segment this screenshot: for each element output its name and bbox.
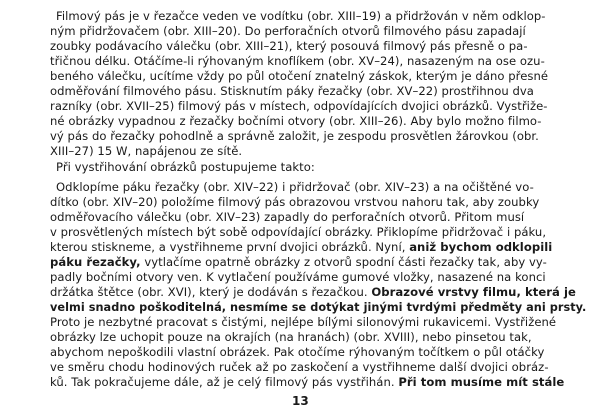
text-line: [50, 255, 547, 270]
text-line: vý pás do řezačky pohodlně a správně založit, je zespodu prosvětlen žárovkou (obr.: [50, 129, 539, 143]
text-line: Filmový pás je v řezačce veden ve vodítku (obr. XIII–19) a přidržován v něm odklop-: [56, 9, 546, 23]
text-line: [50, 285, 576, 300]
text-line: v prosvětlených místech být sobě odpovídající obrázky. Přiklopíme přidržovač i páku,: [50, 225, 547, 239]
text-line: [50, 375, 564, 390]
text-line: Při vystřihování obrázků postupujeme takto:: [56, 160, 315, 174]
text-line: třičnou délku. Otáčíme-li rýhovaným knoflíkem (obr. XV–24), nasazeným na ose ozu-: [50, 54, 545, 68]
text-line: odměřovacího válečku (obr. XIV–23) zapadly do perforačních otvorů. Přitom musí: [50, 210, 525, 224]
text-line: Odklopíme páku řezačky (obr. XIV–22) i přidržovač (obr. XIV–23) a na očištěné vo-: [56, 180, 534, 194]
text-line: dítko (obr. XIV–20) položíme filmový pás obrazovou vrstvou nahoru tak, aby zoubky: [50, 195, 540, 209]
emphasis-text: velmi snadno poškoditelná, nesmíme se dotýkat jinými tvrdými předměty ani prsty.: [50, 300, 587, 314]
text-line: padly bočními otvory ven. K vytlačení používáme gumové vložky, nasazené na konci: [50, 270, 546, 284]
text-line: XIII–27) 15 W, napájenou ze sítě.: [50, 144, 243, 158]
text-line: odměřování filmového pásu. Stisknutím páky řezačky (obr. XV–22) prostřihnou dva: [50, 84, 534, 98]
text-line: né obrázky vypadnou z řezačky bočními otvory (obr. XIII–26). Aby bylo možno filmo-: [50, 114, 542, 128]
text-run: držátka štětce (obr. XVI), který je dodáván s řezačkou.: [50, 285, 372, 299]
text-line: razníky (obr. XVII–25) filmový pás v místech, odpovídajících dvojici obrázků. Vystřiže-: [50, 99, 548, 113]
text-line: zoubky podávacího válečku (obr. XIII–21), který posouvá filmový pás přesně o pa-: [50, 39, 528, 53]
text-line: obrázky lze uchopit pouze na okrajích (na hranách) (obr. XVIII), nebo pinsetou tak,: [50, 330, 532, 344]
text-line: Proto je nezbytné pracovat s čistými, nejlépe bílými silonovými rukavicemi. Vystřižené: [50, 315, 557, 329]
text-run: ků. Tak pokračujeme dále, až je celý filmový pás vystřihán.: [50, 375, 399, 389]
text-line: [50, 300, 586, 315]
emphasis-text: aniž bychom odklopili: [409, 240, 553, 254]
text-line: beného válečku, ucítíme vždy po půl otočení znatelný záskok, kterým je dáno přesné: [50, 69, 549, 83]
text-run: kterou stiskneme, a vystřihneme první dvojici obrázků. Nyní,: [50, 240, 410, 254]
emphasis-text: Při tom musíme mít stále: [398, 375, 565, 389]
emphasis-text: páku řezačky,: [50, 255, 141, 269]
text-run: vytlačíme opatrně obrázky z otvorů spodní části řezačky tak, aby vy-: [140, 255, 547, 269]
text-line: ným přidržovačem (obr. XIII–20). Do perforačních otvorů filmového pásu zapadají: [50, 24, 526, 38]
text-line: [50, 240, 552, 255]
text-line: ve směru chodu hodinových ruček až po zaskočení a vystřihneme další dvojici obráz-: [50, 360, 549, 374]
text-line: abychom nepoškodili vlastní obrázek. Pak otočíme rýhovaným točítkem o půl otáčky: [50, 345, 545, 359]
page-number: 13: [292, 394, 309, 408]
emphasis-text: Obrazové vrstvy filmu, která je: [371, 285, 576, 299]
